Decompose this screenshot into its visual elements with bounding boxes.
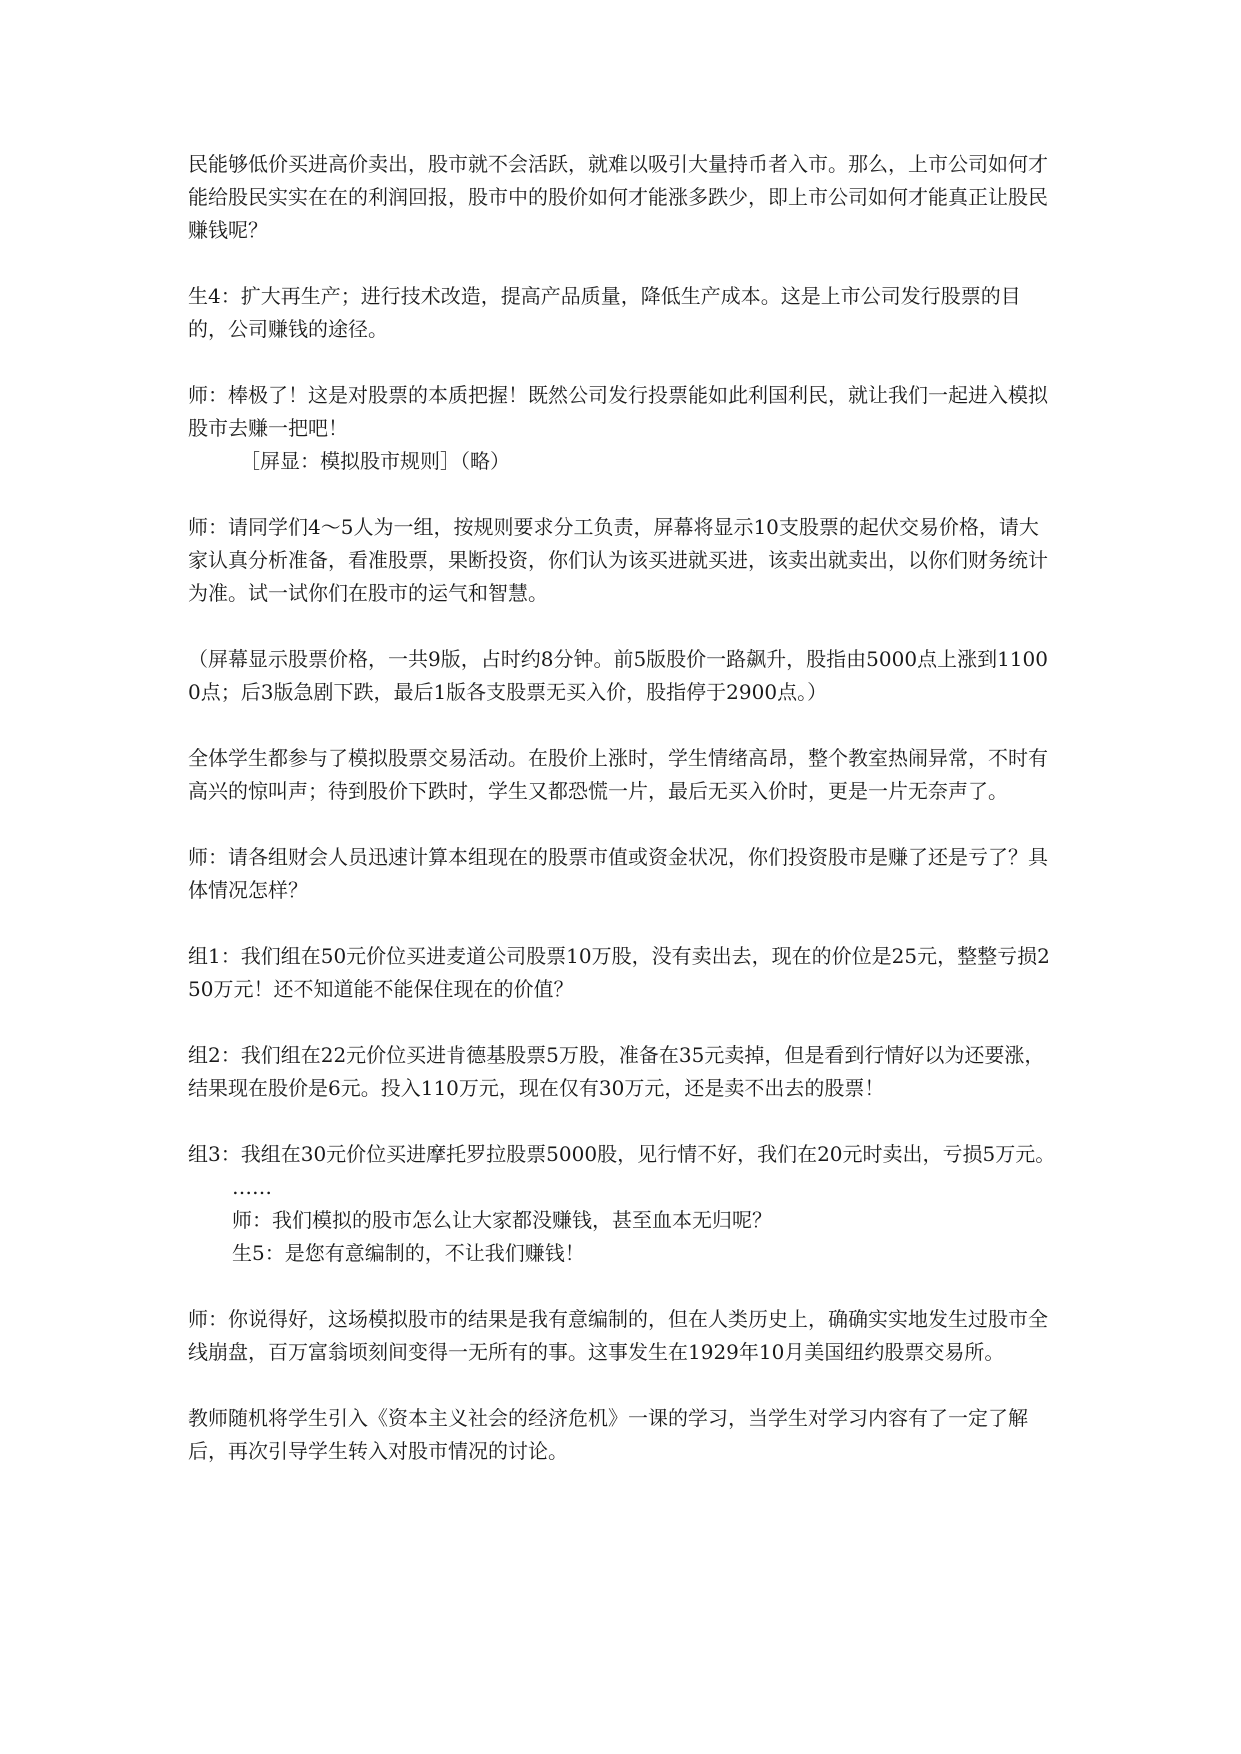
paragraph-intro: 民能够低价买进高价卖出，股市就不会活跃，就难以吸引大量持币者入市。那么，上市公司如何才能给股民实实在在的利润回报，股市中的股价如何才能涨多跌少，即上市公司如何才能真正让股民赚钱呢？ <box>188 152 1048 242</box>
paragraph-lesson-transition: 教师随机将学生引入《资本主义社会的经济危机》一课的学习，当学生对学习内容有了一定了解后，再次引导学生转入对股市情况的讨论。 <box>188 1406 1028 1463</box>
paragraph-student5: 生5：是您有意编制的，不让我们赚钱！ <box>232 1241 585 1265</box>
paragraph-teacher-history: 师：你说得好，这场模拟股市的结果是我有意编制的，但在人类历史上，确确实实地发生过股市全线崩盘，百万富翁顷刻间变得一无所有的事。这事发生在1929年10月美国纽约股票交易所。 <box>188 1307 1048 1364</box>
paragraph-group2: 组2：我们组在22元价位买进肯德基股票5万股，准备在35元卖掉，但是看到行情好以为还要涨，结果现在股价是6元。投入110万元，现在仅有30万元，还是卖不出去的股票！ <box>188 1043 1045 1100</box>
paragraph-class-activity: 全体学生都参与了模拟股票交易活动。在股价上涨时，学生情绪高昂，整个教室热闹异常，不时有高兴的惊叫声；待到股价下跌时，学生又都恐慌一片，最后无买入价时，更是一片无奈声了。 <box>188 746 1048 803</box>
paragraph-teacher-why: 师：我们模拟的股市怎么让大家都没赚钱，甚至血本无归呢？ <box>232 1208 772 1232</box>
paragraph-screen-rules: ［屏显：模拟股市规则］（略） <box>240 449 510 473</box>
paragraph-ellipsis: …… <box>232 1175 272 1199</box>
paragraph-teacher-instructions: 师：请同学们4～5人为一组，按规则要求分工负责，屏幕将显示10支股票的起伏交易价格，请大家认真分析准备，看准股票，果断投资，你们认为该买进就买进，该卖出就卖出，以你们财务统计为准。试一试你们在股市的运气和智慧。 <box>188 515 1048 605</box>
paragraph-student4: 生4：扩大再生产；进行技术改造，提高产品质量，降低生产成本。这是上市公司发行股票的目的，公司赚钱的途径。 <box>188 284 1021 341</box>
paragraph-screen-prices: （屏幕显示股票价格，一共9版，占时约8分钟。前5版股价一路飙升，股指由5000点上涨到11000点；后3版急剧下跌，最后1版各支股票无买入价，股指停于2900点。） <box>188 647 1048 704</box>
paragraph-teacher-question: 师：请各组财会人员迅速计算本组现在的股票市值或资金状况，你们投资股市是赚了还是亏了？具体情况怎样？ <box>188 845 1048 902</box>
paragraph-teacher-praise: 师：棒极了！这是对股票的本质把握！既然公司发行投票能如此利国利民，就让我们一起进入模拟股市去赚一把吧！ <box>188 383 1048 440</box>
paragraph-group1: 组1：我们组在50元价位买进麦道公司股票10万股，没有卖出去，现在的价位是25元，整整亏损250万元！还不知道能不能保住现在的价值？ <box>188 944 1050 1001</box>
document-body <box>188 148 1058 1468</box>
paragraph-group3: 组3：我组在30元价位买进摩托罗拉股票5000股，见行情不好，我们在20元时卖出，亏损5万元。 <box>188 1142 1056 1166</box>
